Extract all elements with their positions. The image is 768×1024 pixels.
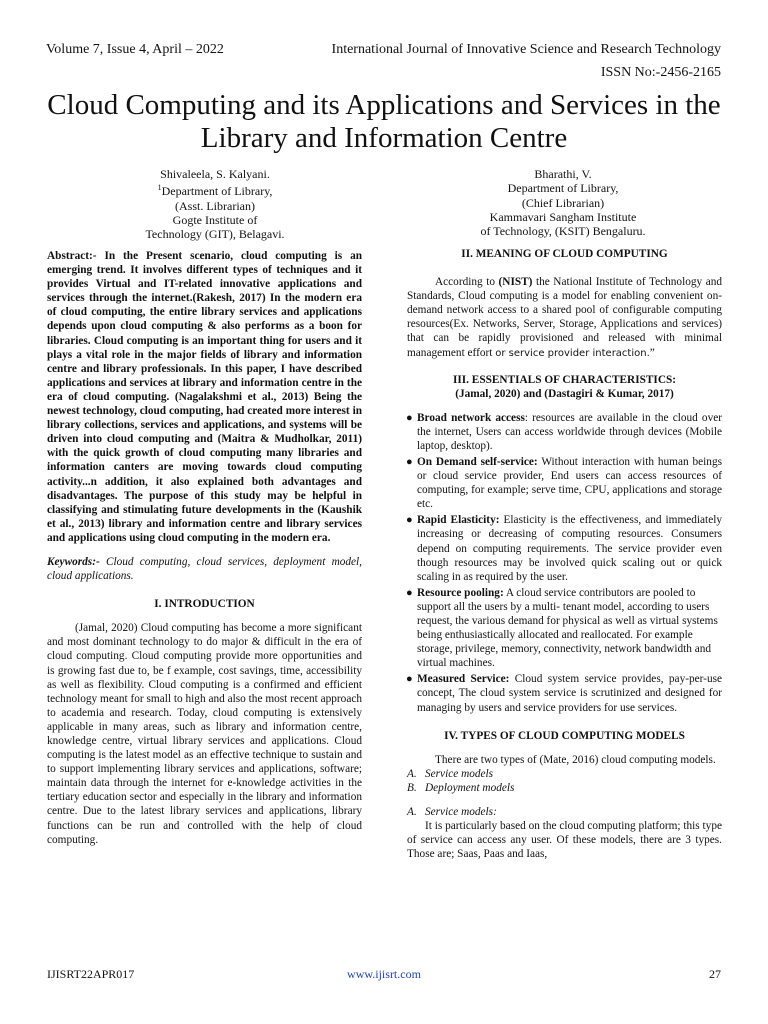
author-affiliation-line: (Chief Librarian) <box>521 195 605 210</box>
list-item: B. Deployment models <box>407 781 515 794</box>
author-affiliation-line: Gogte Institute of <box>172 212 258 227</box>
author-affiliation-line: Kammavari Sangham Institute <box>489 209 637 224</box>
author-affiliation-line: Technology (GIT), Belagavi. <box>145 227 285 242</box>
list-item: ● Measured Service: Cloud system service provides, pay-per-use concept, The cloud system service is scrutinized and designed for managing by users and service providers for use services. <box>406 673 722 714</box>
author-affiliation-line: $^1$Department of Library, <box>157 183 273 199</box>
bullet-icon: ● <box>406 411 413 424</box>
meaning-body: According to (NIST) the National Institute of Technology and Standards, Cloud computing is a model for enabling convenient on-demand network access to a shared pool of configurable computing resources(Ex. Networks, Server, Storage, Applications and services) that can be rapidly provisioned and released with minimal management effort or service provider interaction.” <box>407 276 723 359</box>
bullet-icon: ● <box>406 514 413 527</box>
introduction-body: (Jamal, 2020) Cloud computing has become a more significant and most dominant technology to do major & difficult in the era of cloud computing. Cloud computing provide more opportunities and is growing fast due to, be f example, cost savings, time, accessibility as well as flexibility. Cloud computing is a confirmed and efficient technology meant for small to high and also the most recent approach to academia and research. Today, cloud computing is extensively applicable in many areas, such as library and information centre, knowledge centre, virtual library services and applications. Cloud computing is the latest model as an effective technique to sustain and to support implementing library services and applications, software; maintain data through the internet for e-knowledge activities in the tertiary education sector and especially in the library and information centre. Due to the latest library services and applications, library functions can be run and controlled with the help of cloud computing. <box>47 622 362 846</box>
author-block-1 <box>85 167 345 241</box>
author-affiliation-line: of Technology, (KSIT) Bengaluru. <box>480 224 646 239</box>
paper-id: IJISRT22APR017 <box>47 967 135 981</box>
service-models-body: It is particularly based on the cloud computing platform; this type of service can access any user. Of these models, there are 3 types. Those are; Saas, Paas and Iaas, <box>407 820 722 861</box>
left-column <box>47 249 362 847</box>
bullet-icon: ● <box>406 455 413 468</box>
journal-name: International Journal of Innovative Science and Research Technology <box>331 42 721 57</box>
subsection-heading-service-models: A. Service models: <box>407 806 497 818</box>
list-item: ● Rapid Elasticity: Elasticity is the effectiveness, and immediately increasing or decreasing of computing resources. Consumers depend on computing requirements. The service provider even though resources may be involved quick scaling out or quick scaling in as required by the user. <box>406 514 722 583</box>
list-item: ● On Demand self-service: Without interaction with human beings or cloud service provider, End users can access resources of computing, for example; serve time, CPU, applications and storage etc. <box>406 455 722 511</box>
list-item: ● Broad network access: resources are available in the cloud over the internet, Users can access worldwide through devices (Mobile laptop, desktop). <box>406 411 723 452</box>
section-heading-types: IV. TYPES OF CLOUD COMPUTING MODELS <box>444 729 685 742</box>
list-item: ● Resource pooling: A cloud service contributors are pooled to support all the users by a multi- tenant model, according to users request, the various demand for physical as well as virtual systems being enthusiastically allocated and reallocated. For example storage, privilege, memory, connectivity, network bandwidth and virtual machines. <box>406 586 718 670</box>
keywords-text: Cloud computing, cloud services, deployment model, cloud applications. <box>47 555 362 583</box>
characteristics-list <box>407 411 722 715</box>
author-name: Shivaleela, S. Kalyani. <box>160 167 270 181</box>
right-column <box>407 247 722 861</box>
issn: ISSN No:-2456-2165 <box>600 65 721 80</box>
section-heading-introduction: I. INTRODUCTION <box>154 598 255 611</box>
bullet-icon: ● <box>406 586 413 599</box>
author-name: Bharathi, V. <box>534 167 592 181</box>
list-item: A. Service models <box>407 767 494 780</box>
volume-info: Volume 7, Issue 4, April – 2022 <box>46 42 224 57</box>
paper-title: Cloud Computing and its Applications and Services in the Library and Information Centre <box>47 89 721 154</box>
model-list <box>407 767 722 795</box>
types-intro: There are two types of (Mate, 2016) cloud computing models. <box>435 753 716 766</box>
abstract: Abstract:- In the Present scenario, cloud computing is an emerging trend. It involves different types of techniques and it provides Virtual and IT-related innovative applications and services through the internet.(Rakesh, 2017) In the modern era of cloud computing, the entire library services and applications depends upon cloud computing & also performs as a boon for libraries. Cloud computing is an important thing for users and it plays a vital role in the major fields of library and information centre and library professionals. In this paper, I have described applications and services at library and information centre in the era of cloud computing. (Nagalakshmi et al., 2013) Being the newest technology, cloud computing, had created more interest in library collections, services and applications, and systems will be driven into cloud computing and (Maitra & Mudholkar, 2011) with the quick growth of cloud computing many libraries and information canters are moving towards cloud computing activity...n addition, it also explained both advantages and disadvantages. The purpose of this study may be helpful in classifying and stimulating future developments in the (Kaushik et al., 2013) library and information centre and library services and applications using cloud computing in the modern era. <box>47 250 362 544</box>
keywords <box>47 555 362 583</box>
section-heading-meaning: II. MEANING OF CLOUD COMPUTING <box>461 248 668 260</box>
author-affiliation-line: Department of Library, <box>507 181 619 196</box>
section-heading-characteristics: III. ESSENTIALS OF CHARACTERISTICS: (Jamal, 2020) and (Dastagiri & Kumar, 2017) <box>452 373 677 400</box>
keywords-label: Keywords:- <box>47 555 100 568</box>
page-number: 27 <box>709 967 721 981</box>
affiliation-marker: 1 <box>157 183 162 193</box>
bullet-icon: ● <box>406 673 413 686</box>
author-block-2 <box>433 167 693 238</box>
journal-website-link[interactable]: www.ijisrt.com <box>347 967 421 981</box>
author-affiliation-line: (Asst. Librarian) <box>175 198 255 213</box>
